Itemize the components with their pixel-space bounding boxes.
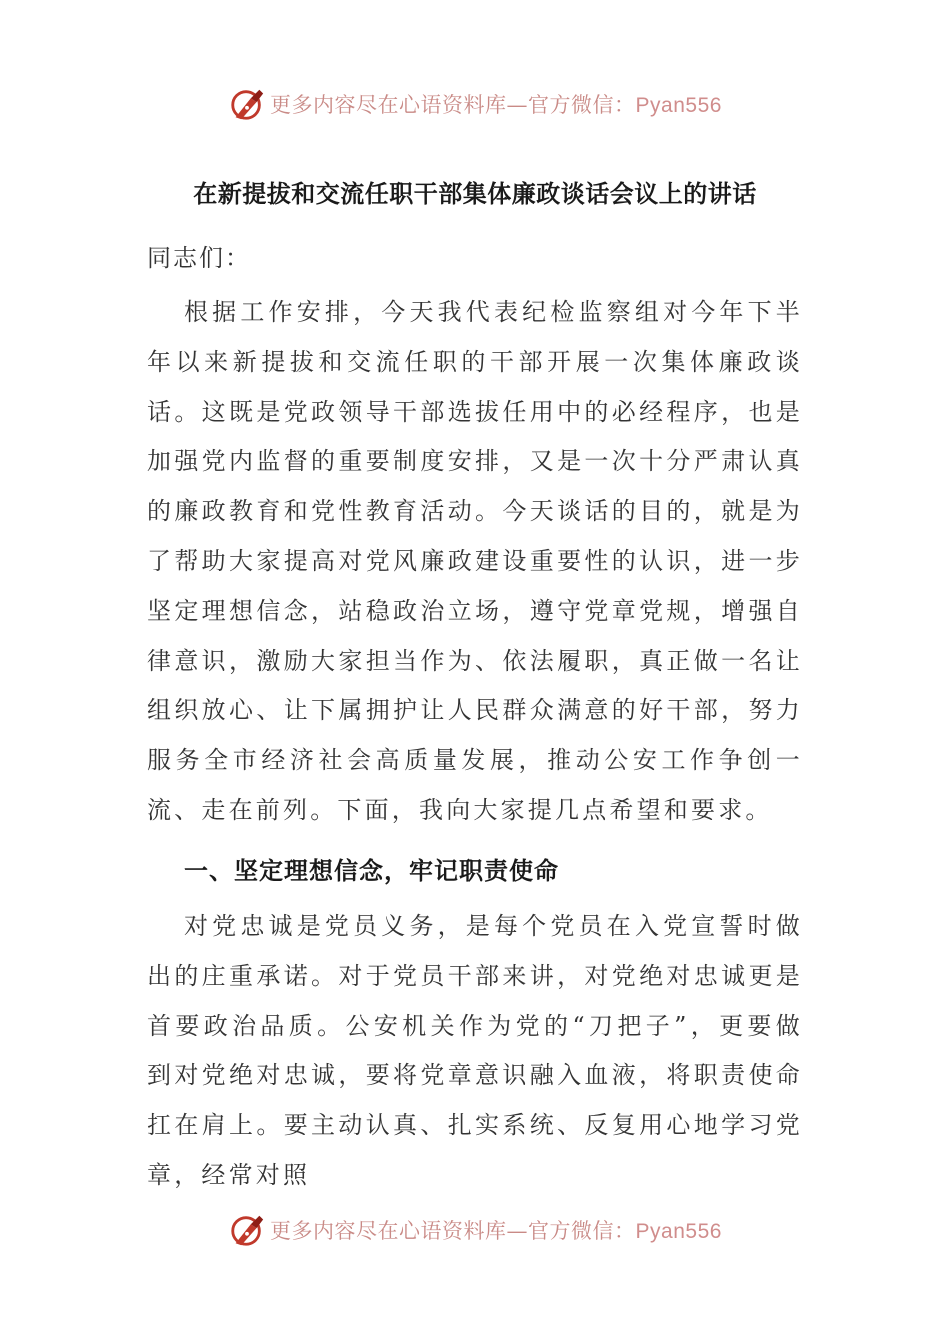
header-wechat-id: Pyan556 [635,94,722,117]
document-title: 在新提拔和交流任职干部集体廉政谈话会议上的讲话 [193,180,757,208]
paragraph-1: 根据工作安排，今天我代表纪检监察组对今年下半年以来新提拔和交流任职的干部开展一次集体廉政谈话。这既是党政领导干部选拔任用中的必经程序，也是加强党内监督的重要制度安排，又是一次十分严肃认真的廉政教育和党性教育活动。今天谈话的目的，就是为了帮助大家提高对党风廉政建设重要性的认识，进一步坚定理想信念，站稳政治立场，遵守党章党规，增强自律意识，激励大家担当作为、依法履职，真正做一名让组织放心、让下属拥护让人民群众满意的好干部，努力服务全市经济社会高质量发展，推动公安工作争创一流、走在前列。下面，我向大家提几点希望和要求。 [147,298,803,824]
header-banner [0,82,950,126]
footer-wechat-id: Pyan556 [635,1220,722,1243]
footer-banner-text: 更多内容尽在心语资料库—官方微信：Pyan556 [270,1219,722,1243]
pen-nib-logo-icon [228,1211,266,1249]
paragraph-2: 对党忠诚是党员义务，是每个党员在入党宣誓时做出的庄重承诺。对于党员干部来讲，对党绝对忠诚更是首要政治品质。公安机关作为党的“刀把子”，更要做到对党绝对忠诚，要将党章意识融入血液，将职责使命扛在肩上。要主动认真、扎实系统、反复用心地学习党章，经常对照 [147,912,803,1189]
salutation: 同志们： [147,244,251,272]
header-banner-text: 更多内容尽在心语资料库—官方微信：Pyan556 [270,93,722,117]
pen-nib-logo-icon [228,85,266,123]
footer-banner [0,1208,950,1252]
section-heading-1: 一、坚定理想信念，牢记职责使命 [184,857,559,885]
